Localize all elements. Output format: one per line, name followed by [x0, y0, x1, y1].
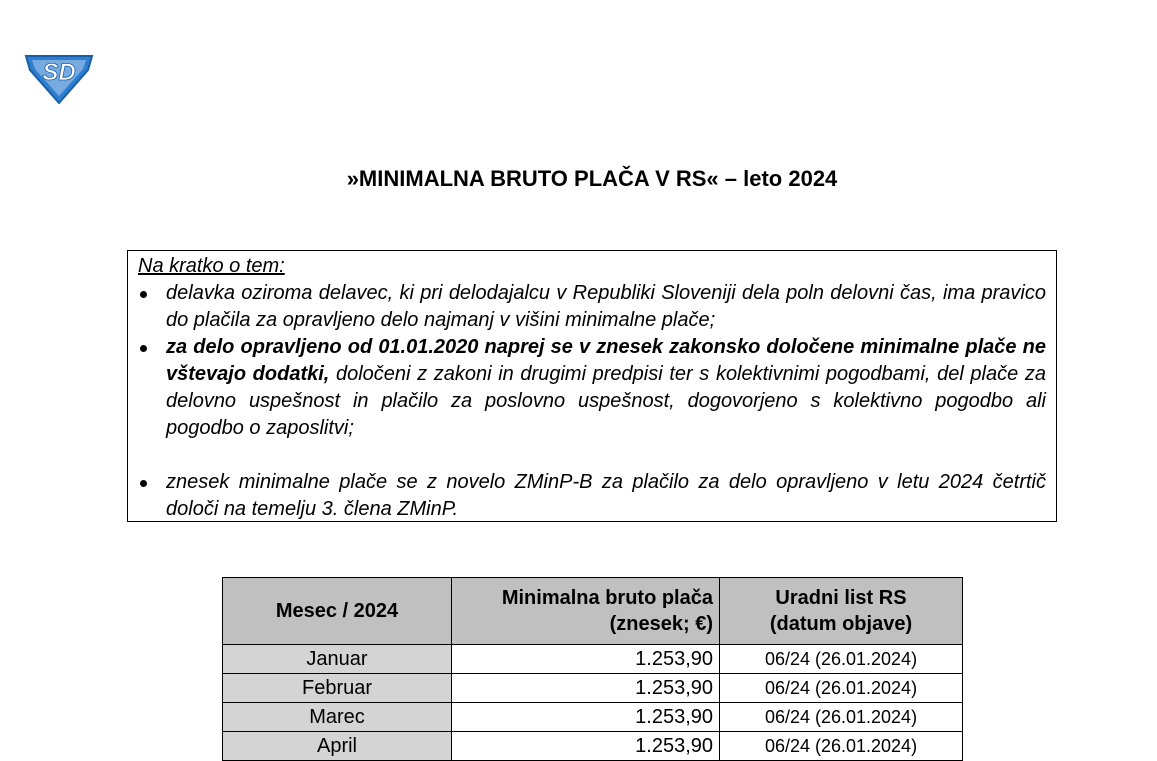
info-bullet-2-text: določeni z zakoni in drugimi predpisi ter s kolektivnimi pogodbami, del plače za delovno uspešnost in plačilo za poslovno uspešnost, dogovorjeno s kolektivno pogodbo ali pogodbo o zaposlitvi;: [166, 363, 1046, 439]
row-gazette: 06/24 (26.01.2024): [720, 732, 963, 761]
table-header-row: [223, 578, 963, 645]
header-gazette: [720, 578, 963, 645]
info-bullet-2: [138, 334, 1046, 442]
row-month: Januar: [223, 645, 452, 674]
bullet-dot-icon: [140, 345, 147, 352]
info-bullet-2-bold: za delo opravljeno od 01.01.2020 naprej se v znesek zakonsko določene minimalne plače ne vštevajo dodatki,: [166, 336, 1046, 385]
row-wage: 1.253,90: [452, 703, 720, 732]
info-bullet-3-text: znesek minimalne plače se z novelo ZMinP-B za plačilo za delo opravljeno v letu 2024 četrtič določi na temelju 3. člena ZMinP.: [166, 471, 1046, 520]
page-title: »MINIMALNA BRUTO PLAČA V RS« – leto 2024: [346, 166, 838, 191]
row-gazette: 06/24 (26.01.2024): [720, 703, 963, 732]
info-list: [138, 280, 1046, 523]
header-gazette-line1: Uradni list RS: [775, 587, 907, 609]
info-bullet-1-text: delavka oziroma delavec, ki pri delodajalcu v Republiki Sloveniji dela poln delovni čas, ima pravico do plačila za opravljeno delo najmanj v višini minimalne plače;: [166, 282, 1046, 331]
row-gazette: 06/24 (26.01.2024): [720, 674, 963, 703]
row-month: Marec: [223, 703, 452, 732]
minimum-wage-table: [222, 577, 963, 761]
row-month: April: [223, 732, 452, 761]
header-wage-line2: (znesek; €): [609, 613, 713, 635]
info-bullet-1: [138, 280, 1046, 334]
row-wage: 1.253,90: [452, 674, 720, 703]
table-row: [223, 645, 963, 674]
table-row: [223, 732, 963, 761]
svg-text:SD: SD: [42, 59, 76, 86]
table-row: [223, 703, 963, 732]
table-row: [223, 674, 963, 703]
info-bullet-3: [138, 469, 1046, 523]
bullet-dot-icon: [140, 291, 147, 298]
row-wage: 1.253,90: [452, 732, 720, 761]
header-wage-line1: Minimalna bruto plača: [501, 587, 713, 609]
row-month: Februar: [223, 674, 452, 703]
row-gazette: 06/24 (26.01.2024): [720, 645, 963, 674]
info-box: [127, 250, 1057, 522]
info-heading: Na kratko o tem:: [138, 255, 285, 277]
header-wage: [452, 578, 720, 645]
row-wage: 1.253,90: [452, 645, 720, 674]
sd-logo-icon: [22, 48, 96, 104]
header-month: Mesec / 2024: [223, 578, 452, 645]
header-gazette-line2: (datum objave): [769, 613, 913, 635]
bullet-dot-icon: [140, 480, 147, 487]
